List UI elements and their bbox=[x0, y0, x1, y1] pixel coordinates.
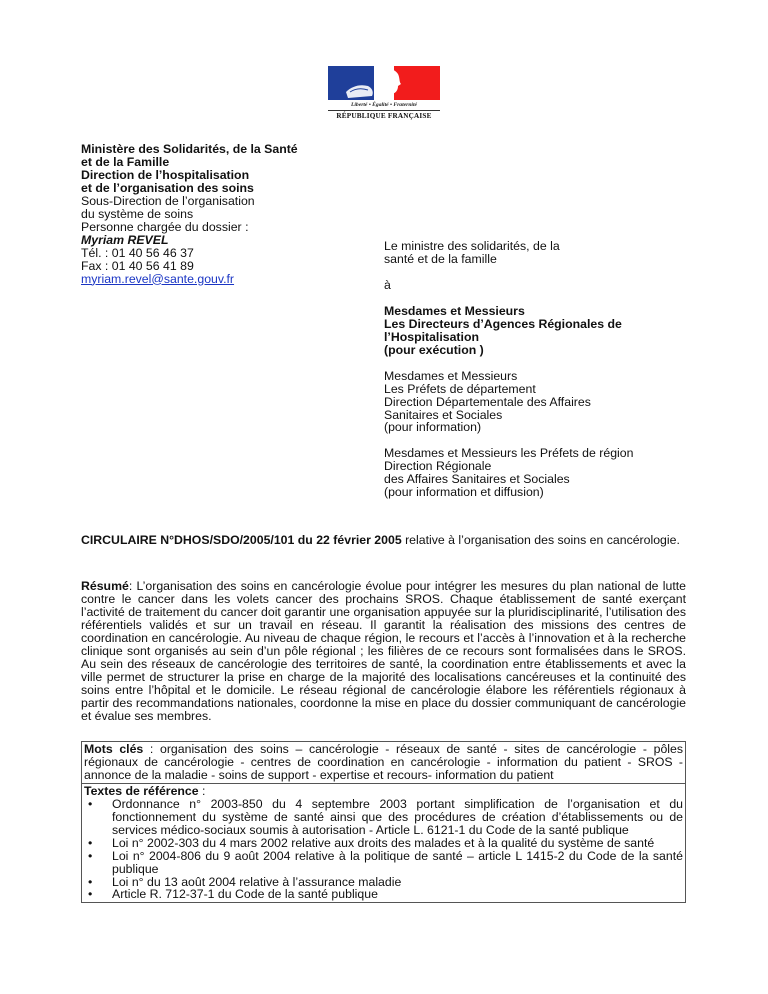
reference-item: • Article R. 712-37-1 du Code de la santé publique bbox=[88, 887, 378, 902]
to-label: à bbox=[384, 277, 391, 292]
direction-name: Direction de l’hospitalisation bbox=[81, 167, 250, 182]
bullet-icon: • bbox=[88, 835, 93, 850]
recipient-group-2-line: Mesdames et Messieurs bbox=[384, 368, 518, 383]
recipient-group-3-line: Mesdames et Messieurs les Préfets de région bbox=[384, 446, 634, 461]
keywords-cell bbox=[82, 742, 685, 784]
contact-fax: Fax : 01 40 56 41 89 bbox=[81, 258, 194, 273]
marianne-flag-icon bbox=[328, 66, 440, 100]
recipient-group-3-line: des Affaires Sanitaires et Sociales bbox=[384, 472, 570, 487]
contact-phone: Tél. : 01 40 56 46 37 bbox=[81, 245, 194, 260]
recipient-group-1-line: l’Hospitalisation bbox=[384, 329, 479, 344]
bullet-icon: • bbox=[88, 848, 93, 863]
recipient-group-1-line: Mesdames et Messieurs bbox=[384, 303, 525, 318]
sender-block bbox=[81, 143, 311, 285]
from-line: Le ministre des solidarités, de la bbox=[384, 239, 560, 253]
republique-francaise-logo bbox=[328, 64, 440, 122]
reference-item: • Loi n° 2002-303 du 4 mars 2002 relative aux droits des malades et à la qualité du système de santé bbox=[88, 835, 655, 850]
recipients-block bbox=[384, 240, 704, 499]
ministry-name-cont: et de la Famille bbox=[81, 154, 170, 169]
reference-item: • Ordonnance n° 2003-850 du 4 septembre 2003 portant simplification de l’organisation et du fonctionnement du système de santé ainsi que des procédures de création d’établissements ou de services médico-sociaux soumis à autorisation - Article L. 6121-1 du Code de la santé publique bbox=[88, 796, 683, 837]
recipient-group-2-line: Direction Départementale des Affaires bbox=[384, 394, 591, 409]
keywords-label: Mots clés bbox=[84, 742, 144, 756]
contact-label: Personne chargée du dossier : bbox=[81, 219, 249, 234]
keywords-references-box bbox=[81, 741, 686, 903]
ministry-name: Ministère des Solidarités, de la Santé bbox=[81, 142, 298, 156]
circular-reference: CIRCULAIRE N°DHOS/SDO/2005/101 du 22 février 2005 bbox=[81, 533, 402, 547]
contact-name: Myriam REVEL bbox=[81, 232, 169, 247]
recipient-group-3-line: Direction Régionale bbox=[384, 459, 492, 474]
contact-email-link[interactable]: myriam.revel@sante.gouv.fr bbox=[81, 271, 235, 286]
republique-francaise-label: RÉPUBLIQUE FRANÇAISE bbox=[328, 110, 440, 121]
keywords-text: : organisation des soins – cancérologie - réseaux de santé - sites de cancérologie - pôles régionaux de cancérologie - centres de coordination en cancérologie - information du patient - SROS - annonce de la maladie - soins de support - expertise et recours- information du patient bbox=[84, 742, 683, 782]
motto: Liberté • Égalité • Fraternité bbox=[350, 102, 418, 108]
recipient-group-2-line: Les Préfets de département bbox=[384, 381, 536, 396]
reference-item: • Loi n° 2004-806 du 9 août 2004 relative à la politique de santé – article L 1415-2 du Code de la santé publique bbox=[88, 848, 683, 876]
from-line-cont: santé et de la famille bbox=[384, 251, 497, 266]
summary-text: : L’organisation des soins en cancérologie évolue pour intégrer les mesures du plan national de lutte contre le cancer dans les volets cancer des prochains SROS. Chaque établissement de santé exerçant l’activité de traitement du cancer doit garantir une organisation appuyée sur la pluridisciplinarité, l’utilisation des référentiels validés et sur un travail en réseau. Il garantit la réalisation des missions des centres de coordination en cancérologie. Au niveau de chaque région, le recours et l’accès à l’innovation et à la recherche clinique sont organisés au sein d’un pôle régional ; les filières de ce recours sont formalisées dans le SROS. Au sein des réseaux de cancérologie des territoires de santé, la coordination entre établissements et avec la ville permet de structurer la prise en charge de la majorité des localisations cancéreuses et la continuité des soins entre l’hôpital et le domicile. Le réseau régional de cancérologie élabore les référentiels régionaux à partir des recommandations nationales, coordonne la mise en place du dossier communiquant de cancérologie et évalue ses membres. bbox=[81, 579, 686, 723]
bullet-icon: • bbox=[88, 887, 93, 902]
subdirection-name: Sous-Direction de l’organisation bbox=[81, 193, 255, 208]
recipient-group-2-line: Sanitaires et Sociales bbox=[384, 407, 503, 422]
circular-subject: relative à l’organisation des soins en cancérologie. bbox=[401, 533, 680, 547]
recipient-group-1-line: Les Directeurs d’Agences Régionales de bbox=[384, 316, 622, 331]
references-cell: Textes de référence : • Ordonnance n° 2003-850 du 4 septembre 2003 portant simplification de l’organisation et du fonctionnement du système de santé ainsi que des procédures de création d’établissements ou de services médico-sociaux soumis à autorisation - Article L. 6121-1 du Code de la santé publique • Loi n° 2002-303 du 4 mars 2002 relative aux droits des malades et à la qualité du système de santé • Loi n° 2004-806 du 9 août 2004 relative à la politique de santé – article L 1415-2 du Code de la santé publique • Loi n° du 13 août 2004 relative à l’assurance maladie • Article R. 712-37-1 du Code de la santé publique bbox=[84, 783, 683, 902]
references-label: Textes de référence bbox=[84, 783, 199, 798]
subdirection-name-cont: du système de soins bbox=[81, 206, 194, 221]
direction-name-cont: et de l’organisation des soins bbox=[81, 180, 254, 195]
bullet-icon: • bbox=[88, 796, 93, 811]
recipient-group-1-line: (pour exécution ) bbox=[384, 342, 484, 357]
recipient-group-3-line: (pour information et diffusion) bbox=[384, 485, 544, 500]
bullet-icon: • bbox=[88, 874, 93, 889]
reference-item: • Loi n° du 13 août 2004 relative à l’assurance maladie bbox=[88, 874, 402, 889]
recipient-group-2-line: (pour information) bbox=[384, 420, 482, 435]
references-list bbox=[84, 798, 683, 902]
summary-paragraph bbox=[81, 580, 686, 722]
circular-title bbox=[81, 534, 686, 547]
summary-label: Résumé bbox=[81, 579, 129, 593]
